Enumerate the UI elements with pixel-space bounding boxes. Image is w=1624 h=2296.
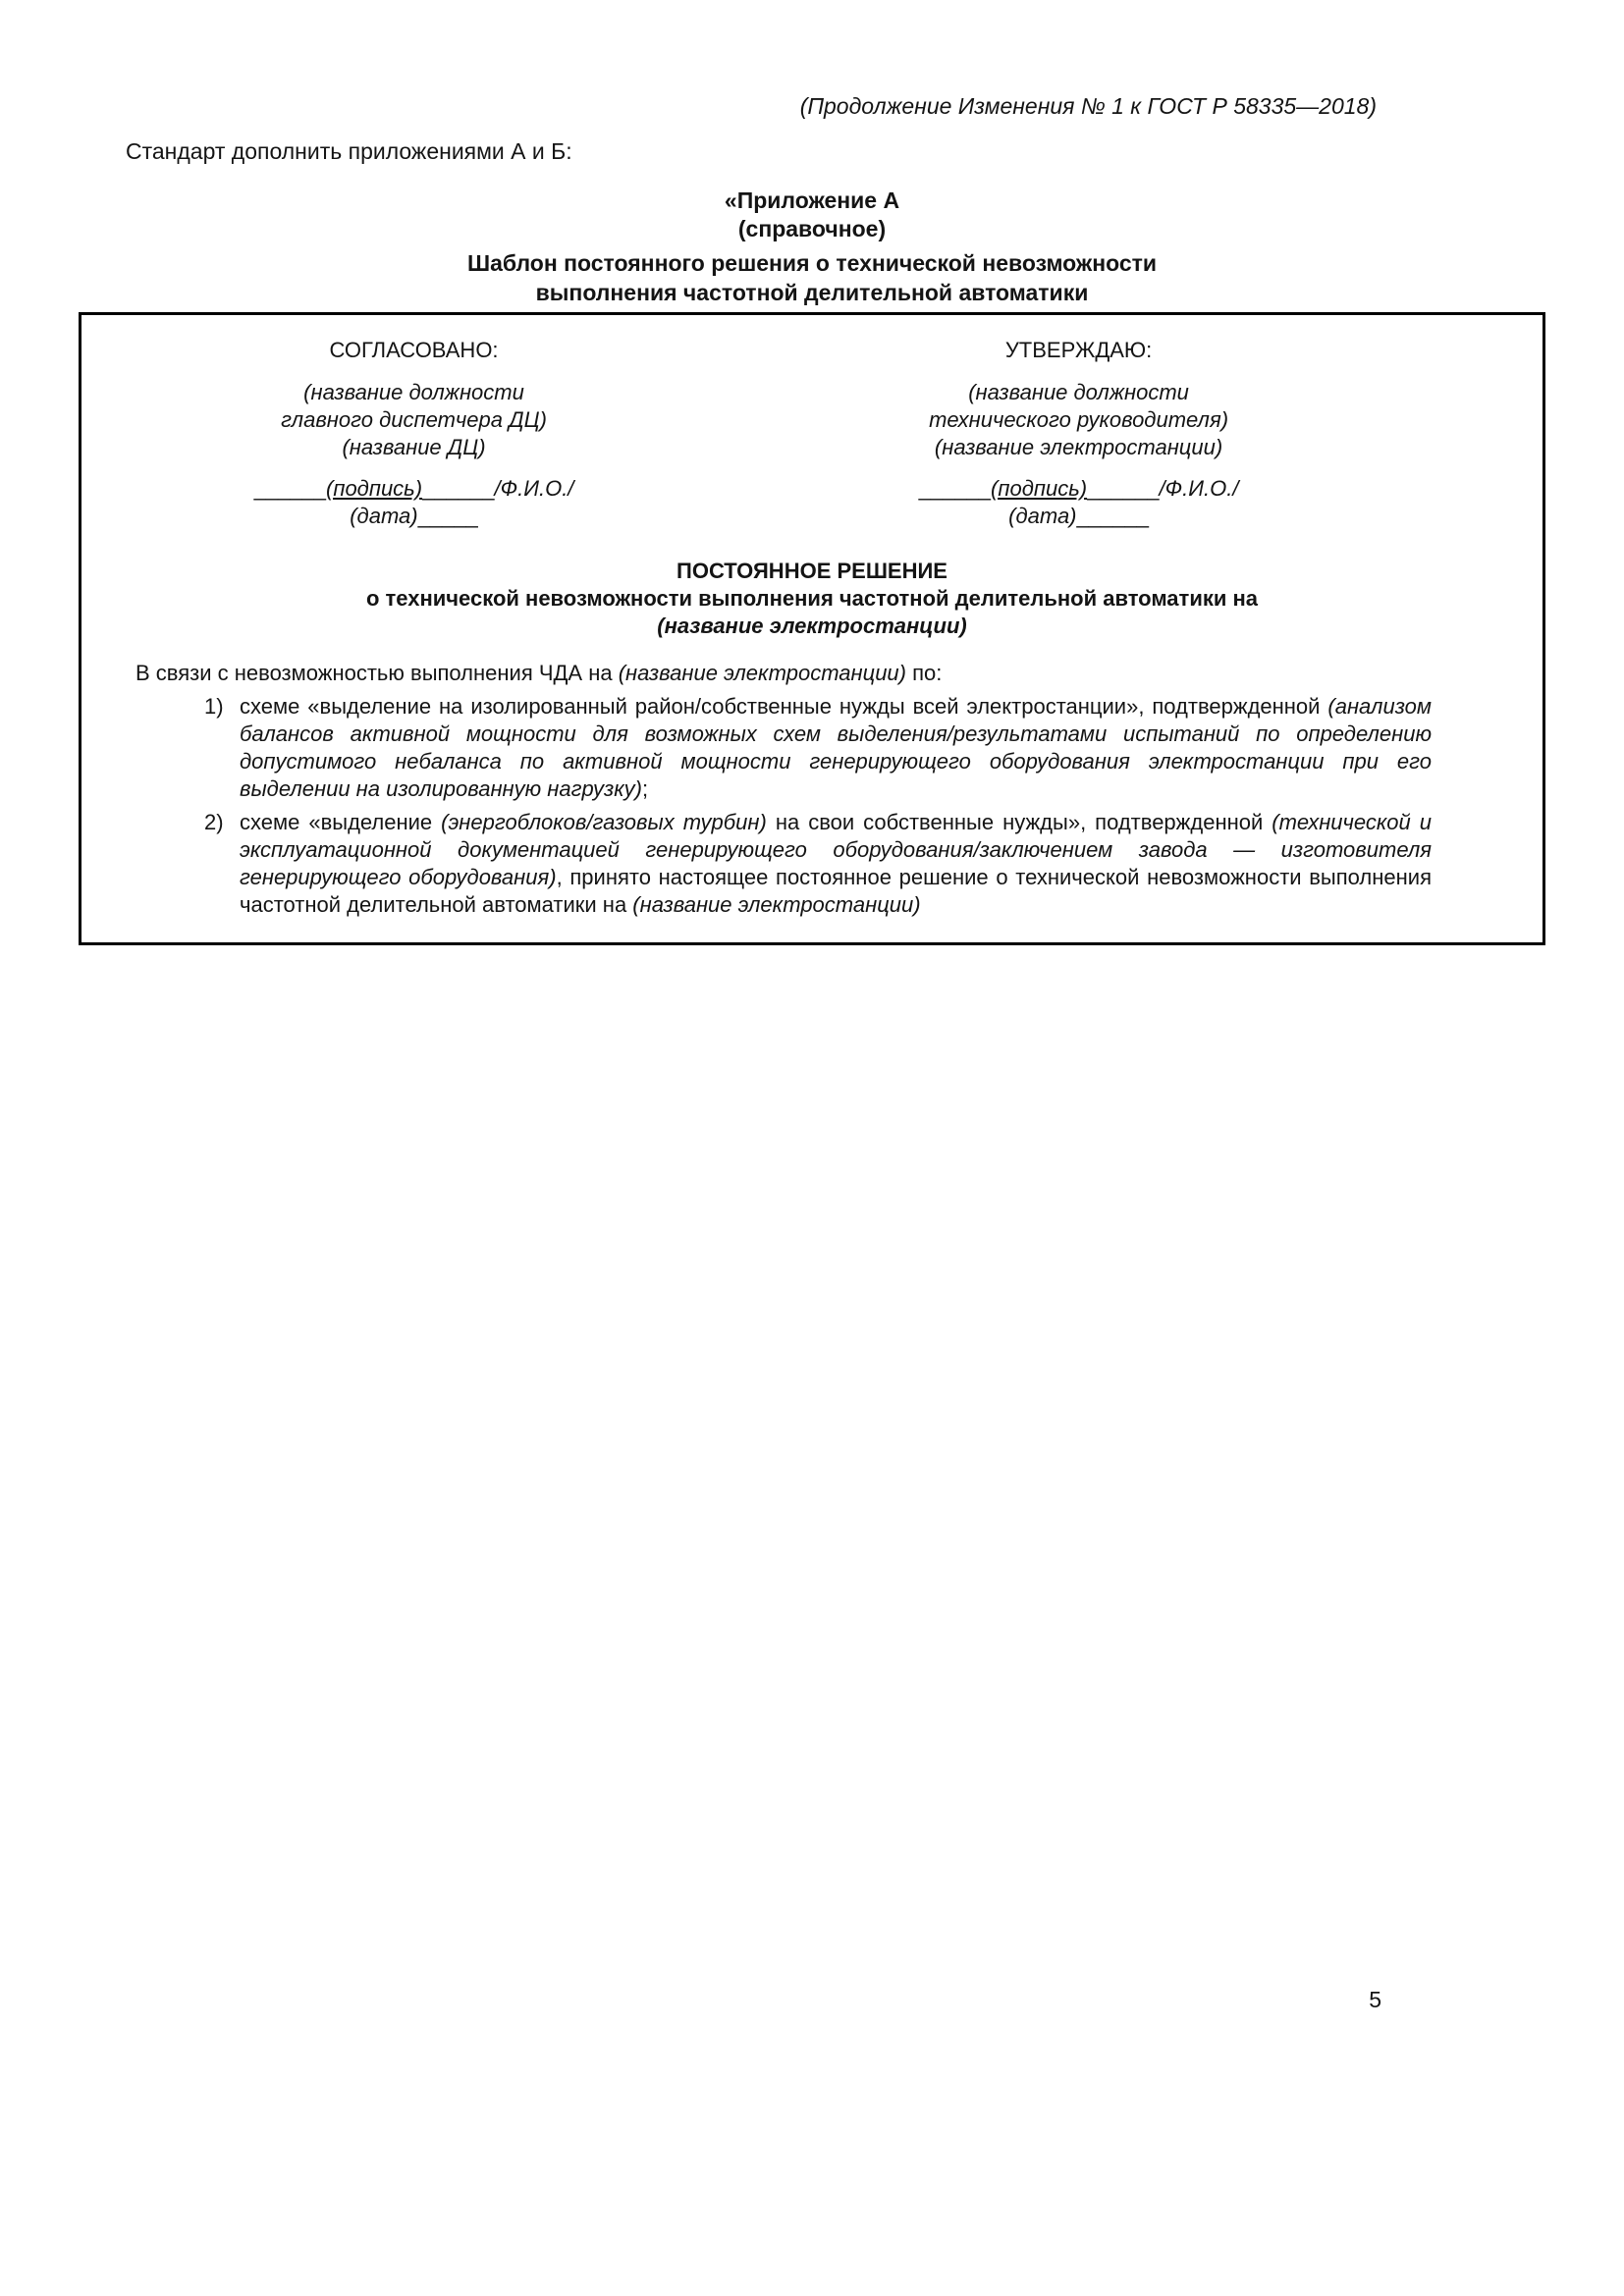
list-item xyxy=(204,809,1432,919)
agreed-label: СОГЛАСОВАНО: xyxy=(329,338,499,362)
approved-label: УТВЕРЖДАЮ: xyxy=(1004,338,1153,362)
list-item-number: 1) xyxy=(204,694,224,719)
decision-body-intro: В связи с невозможностью выполнения ЧДА на (название электростанции) по: xyxy=(135,661,943,685)
approved-position-lines xyxy=(746,379,1411,461)
approved-position-line3: (название электростанции) xyxy=(934,435,1223,459)
standard-amendment-intro: Стандарт дополнить приложениями А и Б: xyxy=(126,138,572,164)
page-number: 5 xyxy=(1369,1987,1381,2012)
decision-items xyxy=(204,693,1432,919)
continuation-note: (Продолжение Изменения № 1 к ГОСТ Р 58335—2018) xyxy=(799,93,1377,119)
appendix-kind: (справочное) xyxy=(737,216,887,241)
approved-date-line: (дата)______ xyxy=(1008,504,1149,528)
appendix-label: «Приложение А xyxy=(724,187,900,213)
agreed-signature-block xyxy=(81,475,746,530)
list-item-text: схеме «выделение (энергоблоков/газовых турбин) на свои собственные нужды», подтвержденной (технической и эксплуатационной документацией генерирующего оборудования/заключением завода — изготовителя генерирующего оборудования), принято настоящее постоянное решение о технической невозможности выполнения частотной делительной автоматики на (название электростанции) xyxy=(240,810,1433,917)
approved-position-line2: технического руководителя) xyxy=(929,407,1229,432)
template-title-line2: выполнения частотной делительной автоматики xyxy=(535,280,1089,305)
decision-title: ПОСТОЯННОЕ РЕШЕНИЕ xyxy=(677,559,947,583)
template-title xyxy=(0,248,1624,307)
decision-body xyxy=(81,660,1543,919)
decision-template-box xyxy=(79,312,1545,945)
agreed-position-lines xyxy=(81,379,746,461)
approved-position-line1: (название должности xyxy=(968,380,1189,404)
decision-subtitle-station: (название электростанции) xyxy=(657,614,967,638)
approval-columns xyxy=(81,337,1543,530)
decision-heading xyxy=(81,558,1543,640)
list-item-number: 2) xyxy=(204,810,224,834)
agreed-position-line1: (название должности xyxy=(303,380,524,404)
agreed-date-line: (дата)_____ xyxy=(350,504,478,528)
agreed-position-line2: главного диспетчера ДЦ) xyxy=(281,407,547,432)
list-item-text: схеме «выделение на изолированный район/собственные нужды всей электростанции», подтвержденной (анализом балансов активной мощности для возможных схем выделения/результатами испытаний по определению допустимого небаланса по активной мощности генерирующего оборудования электростанции при его выделении на изолированную нагрузку); xyxy=(240,694,1432,801)
template-title-line1: Шаблон постоянного решения о технической невозможности xyxy=(466,250,1158,276)
agreed-position-line3: (название ДЦ) xyxy=(342,435,486,459)
approved-block xyxy=(746,337,1411,530)
agreed-signature-line: ______(подпись)______/Ф.И.О./ xyxy=(253,476,574,501)
approved-signature-block xyxy=(746,475,1411,530)
approved-signature-line: ______(подпись)______/Ф.И.О./ xyxy=(918,476,1239,501)
agreed-block xyxy=(81,337,746,530)
decision-subtitle: о технической невозможности выполнения частотной делительной автоматики на xyxy=(365,586,1259,611)
appendix-heading xyxy=(0,187,1624,243)
list-item xyxy=(204,693,1432,803)
